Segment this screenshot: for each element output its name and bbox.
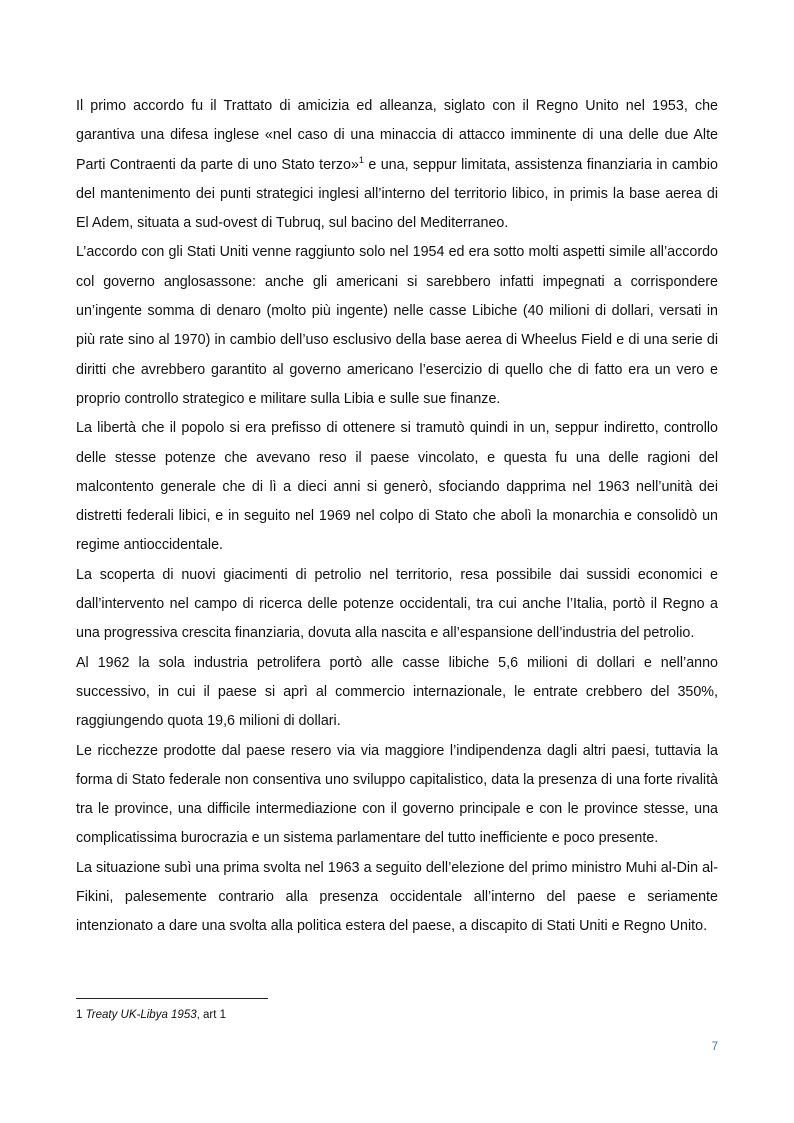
footnote-suffix: , art 1 bbox=[196, 1009, 227, 1021]
body-text bbox=[76, 92, 718, 942]
paragraph-7: La situazione subì una prima svolta nel 1963 a seguito dell’elezione del primo ministro Muhi al-Din al-Fikini, palesemente contrario alla presenza occidentale all’interno del paese e seriamente intenzionato a dare una svolta alla politica estera del paese, a discapito di Stati Uniti e Regno Unito. bbox=[76, 859, 718, 935]
paragraph-1-text-end: e una, seppur limitata, assistenza finanziaria in cambio del mantenimento dei punti strategici inglesi all’interno del territorio libico, in primis la base aerea di El Adem, situata a sud-ovest di Tubruq, sul bacino del Mediterraneo. bbox=[76, 156, 718, 232]
footnote-title: Treaty UK-Libya 1953 bbox=[85, 1009, 197, 1021]
page-number: 7 bbox=[711, 1041, 718, 1053]
footnote-separator bbox=[76, 998, 268, 999]
paragraph-5: Al 1962 la sola industria petrolifera portò alle casse libiche 5,6 milioni di dollari e nell’anno successivo, in cui il paese si aprì al commercio internazionale, le entrate crebbero del 350%, raggiungendo quota 19,6 milioni di dollari. bbox=[76, 654, 718, 730]
paragraph-3: La libertà che il popolo si era prefisso di ottenere si tramutò quindi in un, seppur indiretto, controllo delle stesse potenze che avevano reso il paese vincolato, e questa fu una delle ragioni del malcontento generale che di lì a dieci anni si generò, sfociando dapprima nel 1963 nell’unità dei distretti federali libici, e in seguito nel 1969 nel colpo di Stato che abolì la monarchia e consolidò un regime antioccidentale. bbox=[76, 420, 718, 554]
paragraph-6: Le ricchezze prodotte dal paese resero via via maggiore l’indipendenza dagli altri paesi, tuttavia la forma di Stato federale non consentiva uno sviluppo capitalistico, data la presenza di una forte rivalità tra le province, una difficile intermediazione con il governo principale e con le province stesse, una complicatissima burocrazia e un sistema parlamentare del tutto inefficiente e poco presente. bbox=[76, 742, 718, 847]
paragraph-2: L’accordo con gli Stati Uniti venne raggiunto solo nel 1954 ed era sotto molti aspetti simile all’accordo col governo anglosassone: anche gli americani si sarebbero infatti impegnati a corrispondere un’ingente somma di denaro (molto più ingente) nelle casse Libiche (40 milioni di dollari, versati in più rate sino al 1970) in cambio dell’uso esclusivo della base aerea di Wheelus Field e di una serie di diritti che avrebbero garantito al governo americano l’esercizio di quello che di fatto era un vero e proprio controllo strategico e militare sulla Libia e sulle sue finanze. bbox=[76, 244, 718, 407]
footnote-number: 1 bbox=[76, 1009, 83, 1021]
paragraph-4: La scoperta di nuovi giacimenti di petrolio nel territorio, resa possibile dai sussidi economici e dall’intervento nel campo di ricerca delle potenze occidentali, tra cui anche l’Italia, portò il Regno a una progressiva crescita finanziaria, dovuta alla nascita e all’espansione dell’industria del petrolio. bbox=[76, 566, 718, 642]
paragraph-1 bbox=[76, 92, 718, 238]
footnote bbox=[76, 1007, 226, 1023]
paragraph-1-text-start: Il primo accordo fu il Trattato di amicizia ed alleanza, siglato con il Regno Unito nel 1953, che garantiva una difesa inglese «nel caso di una minaccia di attacco imminente di una delle due Alte Parti Contraenti da parte di uno Stato terzo» bbox=[76, 98, 718, 173]
footnote-reference[interactable]: 1 bbox=[358, 154, 364, 165]
